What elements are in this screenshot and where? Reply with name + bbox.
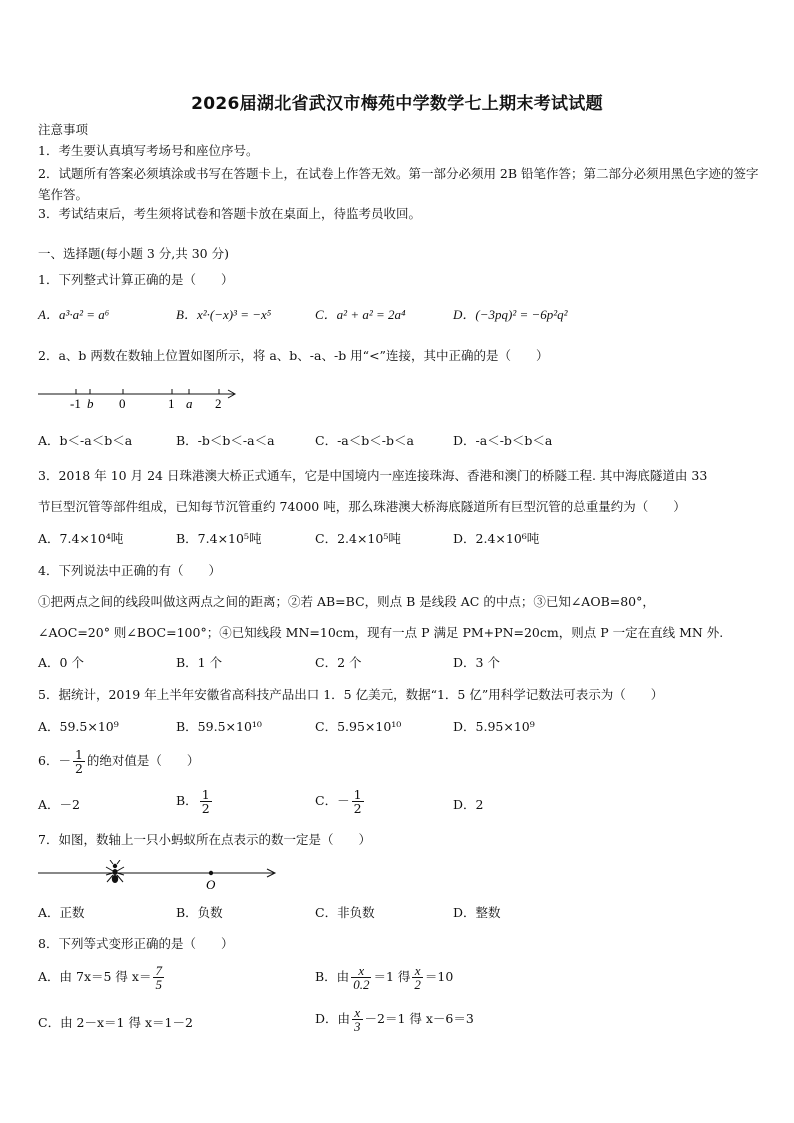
q7-number-line-figure bbox=[36, 860, 281, 892]
q3-option-a: A．7.4×10⁴吨 bbox=[38, 531, 124, 546]
q6-fraction bbox=[73, 748, 85, 775]
notice-item-3: 3．考试结束后，考生须将试卷和答题卡放在桌面上，待监考员收回。 bbox=[38, 206, 421, 221]
notice-item-2: 2．试题所有答案必须填涂或书写在答题卡上，在试卷上作答无效。第一部分必须用 2B 铅笔作答；第二部分必须用黑色字迹的签字笔作答。 bbox=[38, 166, 759, 202]
notice-heading: 注意事项 bbox=[38, 122, 89, 137]
q8-option-a-den: 5 bbox=[155, 977, 162, 992]
q2-label-neg1: -1 bbox=[70, 396, 81, 411]
q2-option-c: C．-a＜b＜-b＜a bbox=[315, 433, 414, 448]
q3-stem-line2: 节巨型沉管等部件组成，已知每节沉管重约 74000 吨，那么珠港澳大桥海底隧道所有巨型沉管的总重量约为（ ） bbox=[38, 499, 686, 514]
page-title: 2026届湖北省武汉市梅苑中学数学七上期末考试试题 bbox=[191, 94, 603, 114]
q7-option-d: D．整数 bbox=[453, 905, 501, 920]
q8-option-a-text: A．由 7x＝5 得 x＝ bbox=[38, 969, 152, 984]
q6-option-b-fraction bbox=[200, 788, 212, 815]
q1-stem: 1．下列整式计算正确的是（ ） bbox=[38, 272, 234, 287]
q8-option-a-num: 7 bbox=[155, 963, 162, 978]
q8-option-b bbox=[315, 964, 453, 991]
q8-option-d-fraction bbox=[352, 1006, 363, 1033]
q6-suffix: 的绝对值是（ ） bbox=[86, 753, 200, 768]
q4-option-c: C．2 个 bbox=[315, 655, 362, 670]
q8-option-d-den: 3 bbox=[354, 1019, 361, 1034]
q2-label-a: a bbox=[186, 396, 193, 411]
q7-option-c: C．非负数 bbox=[315, 905, 375, 920]
q6-frac-den: 2 bbox=[74, 761, 83, 776]
q7-option-a: A．正数 bbox=[38, 905, 85, 920]
q8-option-b-fraction2 bbox=[412, 964, 423, 991]
q6-stem bbox=[38, 748, 199, 775]
ant-icon bbox=[106, 860, 124, 883]
q4-option-b: B．1 个 bbox=[176, 655, 223, 670]
q4-option-a: A．0 个 bbox=[38, 655, 84, 670]
q6-option-b-num: 1 bbox=[201, 787, 210, 802]
q6-option-c-fraction bbox=[352, 788, 364, 815]
q3-option-b: B．7.4×10⁵吨 bbox=[176, 531, 262, 546]
q2-label-2: 2 bbox=[215, 396, 222, 411]
q8-option-d-pre: D．由 bbox=[315, 1011, 351, 1026]
q2-option-a: A．b＜-a＜b＜a bbox=[38, 433, 133, 448]
q5-option-d: D．5.95×10⁹ bbox=[453, 719, 535, 734]
q8-option-c: C．由 2－x＝1 得 x＝1－2 bbox=[38, 1015, 193, 1030]
q7-stem: 7．如图，数轴上一只小蚂蚁所在点表示的数一定是（ ） bbox=[38, 832, 371, 847]
q3-option-d: D．2.4×10⁶吨 bbox=[453, 531, 540, 546]
q3-stem-line1: 3．2018 年 10 月 24 日珠港澳大桥正式通车，它是中国境内一座连接珠海、香港和澳门的桥隧工程. 其中海底隧道由 33 bbox=[38, 468, 708, 483]
q6-option-c-label: C．－ bbox=[315, 793, 350, 808]
q2-option-d: D．-a＜-b＜b＜a bbox=[453, 433, 553, 448]
q8-option-b-fraction1 bbox=[351, 964, 371, 991]
q4-option-d: D．3 个 bbox=[453, 655, 500, 670]
q2-option-b: B．-b＜b＜-a＜a bbox=[176, 433, 275, 448]
q5-stem: 5．据统计，2019 年上半年安徽省高科技产品出口 1．5 亿美元，数据“1．5 亿”用科学记数法可表示为（ ） bbox=[38, 687, 664, 702]
notice-item-1: 1．考生要认真填写考场号和座位序号。 bbox=[38, 143, 259, 158]
q8-option-b-mid: ＝1 得 bbox=[373, 969, 411, 984]
q5-option-a: A．59.5×10⁹ bbox=[38, 719, 119, 734]
q8-option-a-fraction bbox=[153, 964, 164, 991]
q8-option-b-num1: x bbox=[351, 964, 371, 978]
q8-option-b-den1: 0.2 bbox=[353, 977, 370, 992]
q1-option-d: D．(−3pq)² = −6p²q² bbox=[453, 307, 568, 322]
q1-option-b: B．x²·(−x)³ = −x⁵ bbox=[176, 307, 272, 322]
q8-option-b-num2: x bbox=[412, 964, 423, 978]
q1-option-c: C．a² + a² = 2a⁴ bbox=[315, 307, 406, 322]
q2-label-0: 0 bbox=[119, 396, 126, 411]
q3-option-c: C．2.4×10⁵吨 bbox=[315, 531, 401, 546]
q8-option-d-num: x bbox=[352, 1006, 363, 1020]
q6-option-b-label: B． bbox=[176, 793, 198, 808]
q8-option-b-pre: B．由 bbox=[315, 969, 350, 984]
q1-option-a: A．a³·a² = a⁶ bbox=[38, 307, 110, 322]
q6-option-c-num: 1 bbox=[353, 787, 362, 802]
q7-option-b: B．负数 bbox=[176, 905, 223, 920]
q8-option-a bbox=[38, 964, 166, 991]
q4-statements-line2: ∠AOC=20° 则∠BOC=100°；④已知线段 MN=10cm，现有一点 P 满足 PM+PN=20cm，则点 P 一定在直线 MN 外. bbox=[38, 625, 724, 640]
q6-option-b bbox=[176, 788, 214, 815]
section-heading: 一、选择题(每小题 3 分,共 30 分) bbox=[38, 246, 229, 261]
q8-option-b-den2: 2 bbox=[414, 977, 421, 992]
q8-option-d bbox=[315, 1006, 474, 1033]
q6-option-c-den: 2 bbox=[353, 801, 362, 816]
q6-option-c bbox=[315, 788, 366, 815]
q8-option-d-post: －2＝1 得 x－6＝3 bbox=[364, 1011, 474, 1026]
q2-label-1: 1 bbox=[168, 396, 175, 411]
q4-stem: 4．下列说法中正确的有（ ） bbox=[38, 563, 221, 578]
q2-label-b: b bbox=[87, 396, 94, 411]
q6-prefix: 6．－ bbox=[38, 753, 71, 768]
q5-option-b: B．59.5×10¹⁰ bbox=[176, 719, 262, 734]
q6-option-b-den: 2 bbox=[201, 801, 210, 816]
q7-origin-dot bbox=[209, 871, 213, 875]
q2-stem: 2．a、b 两数在数轴上位置如图所示，将 a、b、-a、-b 用“<”连接，其中正确的是（ ） bbox=[38, 348, 549, 363]
q6-option-d: D．2 bbox=[453, 797, 484, 812]
q6-option-a: A．－2 bbox=[38, 797, 80, 812]
q4-statements-line1: ①把两点之间的线段叫做这两点之间的距离；②若 AB=BC，则点 B 是线段 AC 的中点；③已知∠AOB=80°， bbox=[38, 594, 655, 609]
q6-frac-num: 1 bbox=[74, 747, 83, 762]
q7-origin-label: O bbox=[206, 877, 216, 892]
q8-option-b-post: ＝10 bbox=[424, 969, 454, 984]
q8-stem: 8．下列等式变形正确的是（ ） bbox=[38, 936, 234, 951]
q5-option-c: C．5.95×10¹⁰ bbox=[315, 719, 402, 734]
q2-number-line-figure bbox=[36, 382, 241, 412]
